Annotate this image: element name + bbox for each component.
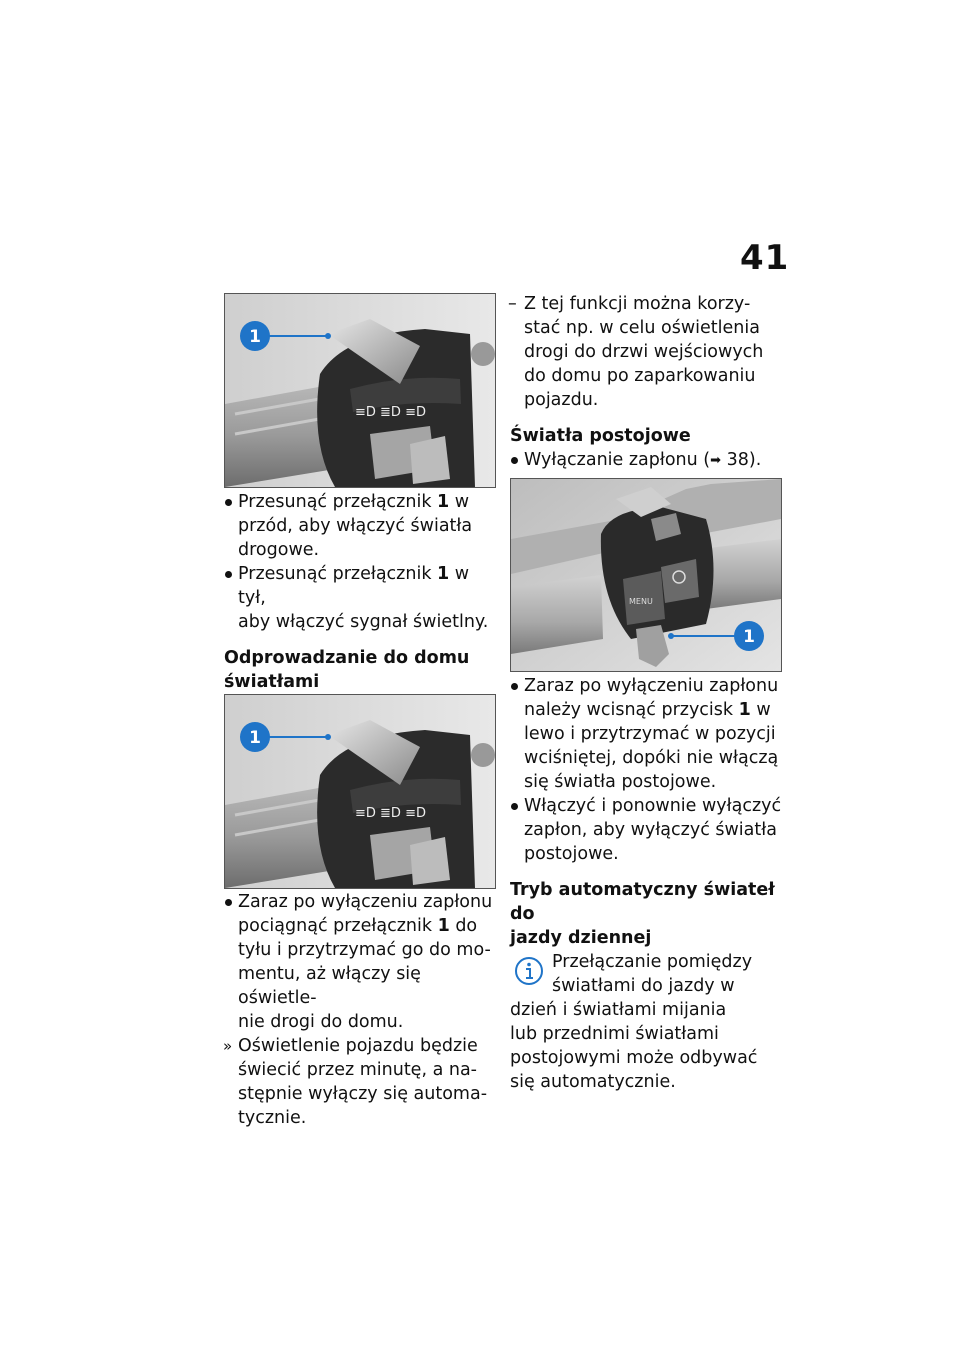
info-note: Przełączanie pomiędzy światłami do jazdy w dzień i światłami mijania lub przednimi światłami postojowymi może odbywać się automatycznie. <box>510 952 758 1092</box>
figure-parking-light-button <box>510 478 782 672</box>
result-item: » Oświetlenie pojazdu będzie świecić przez minutę, a na- stępnie wyłączy się automa- tycznie. <box>223 1036 488 1128</box>
right-column-upper <box>510 292 785 473</box>
section-heading: Odprowadzanie do domu światłami <box>224 648 470 692</box>
list-item: Zaraz po wyłączeniu zapłonu pociągnąć przełącznik 1 do tyłu i przytrzymać go do mo- mentu, aż włączy się oświetle- nie drogi do domu. <box>238 892 493 1032</box>
left-column-upper <box>224 490 496 719</box>
section-heading: Światła postojowe <box>510 426 691 446</box>
figure-callout-1: 1 <box>249 327 261 347</box>
section-heading: Tryb automatyczny świateł do jazdy dziennej <box>510 880 775 948</box>
list-item: Przesunąć przełącznik 1 w tył, aby włączyć sygnał świetlny. <box>238 564 489 632</box>
page-ref-arrow-icon: ➡ <box>710 453 722 468</box>
right-column-lower <box>510 674 785 1094</box>
figure-callout-1: 1 <box>743 627 755 647</box>
figure-callout-1: 1 <box>249 728 261 748</box>
page-number: 41 <box>740 238 790 278</box>
list-item: Zaraz po wyłączeniu zapłonu należy wcisnąć przycisk 1 w lewo i przytrzymać w pozycji wciśniętej, dopóki nie włączą się światła postojowe. <box>524 676 779 792</box>
dash-item: – Z tej funkcji można korzy- stać np. w celu oświetlenia drogi do drzwi wejściowych do domu po zaparkowaniu pojazdu. <box>508 294 764 410</box>
svg-text:≡D ≣D ≡D: ≡D ≣D ≡D <box>355 405 426 420</box>
info-icon <box>514 956 544 986</box>
list-item: Wyłączanie zapłonu (➡ 38). <box>510 448 785 473</box>
left-column-lower <box>224 890 496 1130</box>
figure-home-lighting-switch <box>224 694 496 889</box>
svg-text:MENU: MENU <box>629 597 653 606</box>
list-item: Przesunąć przełącznik 1 w przód, aby włączyć światła drogowe. <box>238 492 473 560</box>
svg-text:≡D ≣D ≡D: ≡D ≣D ≡D <box>355 806 426 821</box>
figure-high-beam-switch <box>224 293 496 488</box>
list-item: Włączyć i ponownie wyłączyć zapłon, aby wyłączyć światła postojowe. <box>524 796 782 864</box>
